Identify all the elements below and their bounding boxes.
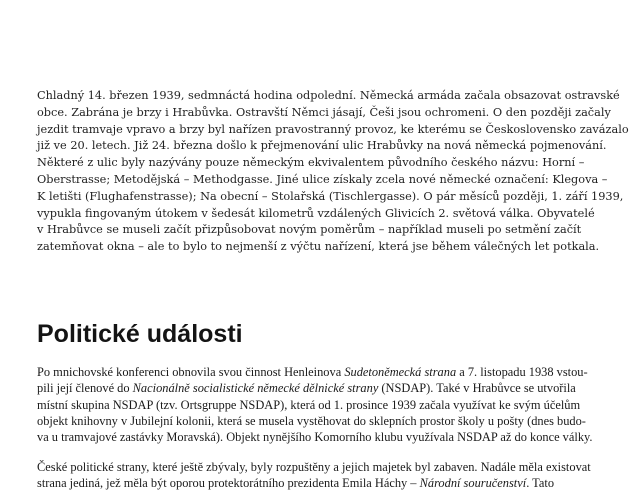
text-run: . Tato	[526, 476, 555, 491]
body-line	[37, 475, 603, 491]
intro-line: jezdit tramvaje vpravo a brzy byl nařízen pravostranný provoz, ke kterému se Československo zavázalo	[37, 122, 629, 136]
intro-paragraph	[37, 88, 629, 256]
text-run: a 7. listopadu 1938 vstou-	[456, 365, 588, 379]
intro-line: vypukla fingovaným útokem v šedesát kilometrů vzdálených Glivicích 2. světová válka. Obyvatelé	[37, 206, 595, 220]
intro-line: obce. Zabrána je brzy i Hrabůvka. Ostravští Němci jásají, Češi jsou ochromeni. O den později začaly	[37, 105, 611, 119]
text-run: Po mnichovské konferenci obnovila svou činnost Henleinova	[37, 365, 345, 379]
intro-line: zatemňovat okna – ale to bylo to nejmenší z výčtu nařízení, která jse během válečných let potkala.	[37, 240, 600, 254]
intro-line: již ve 20. letech. Již 24. března došlo k přejmenování ulic Hrabůvky na nová německá pojmenování.	[37, 139, 607, 153]
body-line	[37, 364, 603, 380]
body-paragraph-1	[37, 364, 603, 445]
body-line: místní skupina NSDAP (tzv. Ortsgruppe NSDAP), která od 1. prosince 1939 začala využívat ke svým účelům	[37, 397, 581, 412]
intro-line: v Hrabůvce se museli začít přizpůsobovat novým poměrům – například museli po setmění začít	[37, 223, 582, 237]
body-line: objekt knihovny v Jubilejní kolonii, která se musela vystěhovat do sklepních prostor školy u pošty (dnes budo-	[37, 413, 586, 428]
intro-line: Chladný 14. březen 1939, sedmnáctá hodina odpolední. Německá armáda začala obsazovat ostravské	[37, 89, 620, 102]
party-name: Národní souručenství	[419, 476, 527, 491]
text-run: pili její členové do	[37, 381, 133, 396]
intro-line: Některé z ulic byly nazývány pouze německým ekvivalentem původního českého názvu: Horní –	[37, 156, 585, 170]
text-run: strana jediná, jež měla být oporou protektorátního prezidenta Emila Háchy –	[37, 476, 420, 491]
body-paragraph-2	[37, 459, 603, 492]
body-line: České politické strany, které ještě zbývaly, byly rozpuštěny a jejich majetek byl zabaven. Nadále měla existovat	[37, 460, 591, 474]
section-title: Politické události	[37, 320, 243, 348]
body-line: va u tramvajové zastávky Moravská). Objekt nynějšího Komorního klubu využívala NSDAP až do konce války.	[37, 430, 593, 445]
party-name: Sudetoněmecká strana	[344, 365, 457, 379]
intro-line: Oberstrasse; Metodějská – Methodgasse. Jiné ulice získaly zcela nové německé označení: Klegova –	[37, 172, 608, 186]
body-line	[37, 380, 603, 396]
party-name: Nacionálně socialistické německé dělnické strany	[132, 381, 379, 396]
intro-line: K letišti (Flughafenstrasse); Na obecní – Stolařská (Tischlergasse). O pár měsíců později, 1. září 1939,	[37, 189, 624, 203]
text-run: (NSDAP). Také v Hrabůvce se utvořila	[378, 381, 576, 396]
